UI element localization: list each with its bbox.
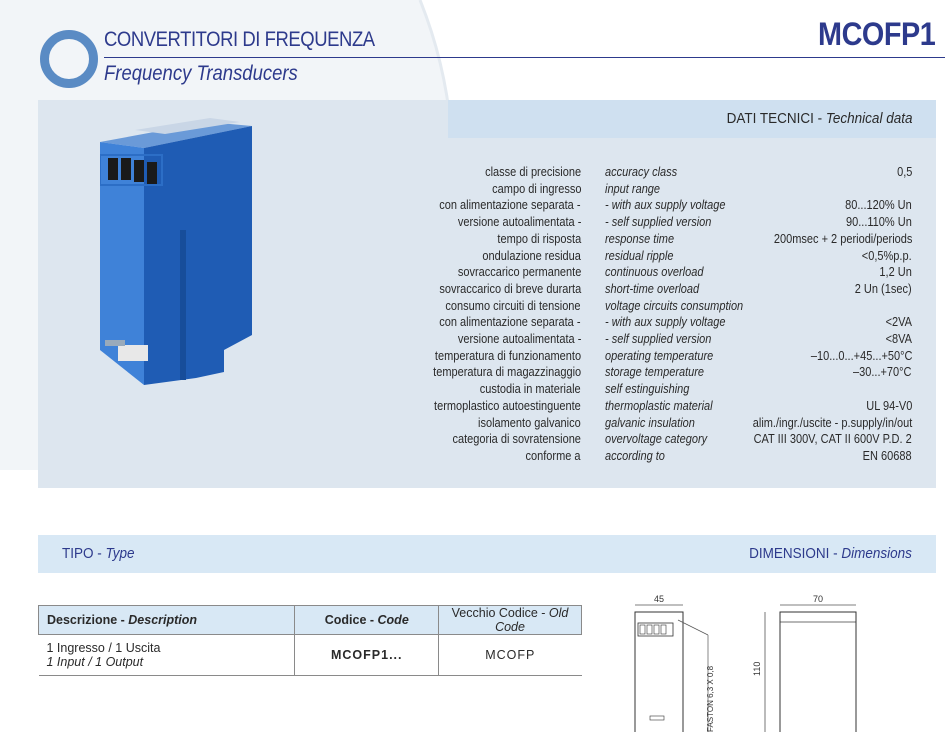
dimension-drawings (600, 590, 940, 732)
spec-label-en: - with aux supply voltage (605, 315, 726, 330)
spec-value: 90...110% Un (846, 215, 912, 230)
spec-value: UL 94-V0 (865, 398, 912, 413)
spec-label-it: campo di ingresso (491, 181, 581, 196)
spec-label-en: overvoltage category (605, 432, 708, 447)
spec-label-it: custodia in materiale (480, 382, 581, 397)
faston-label: FASTON 6,3 X 0,8 (706, 665, 715, 732)
column-code: Codice - Code (295, 606, 439, 635)
description-it: 1 Ingresso / 1 Uscita (46, 641, 161, 655)
spec-label-it: categoria di sovratensione (452, 432, 581, 447)
spec-label-en: - with aux supply voltage (605, 198, 726, 213)
spec-label-en: accuracy class (605, 165, 678, 179)
spec-row (0, 198, 945, 215)
spec-label-en: thermoplastic material (605, 398, 713, 413)
spec-label-it: sovraccarico permanente (457, 265, 581, 280)
spec-row (0, 332, 945, 349)
model-code: MCOFP1 (817, 16, 935, 52)
spec-value: 2 Un (1sec) (855, 281, 912, 296)
spec-row (0, 432, 945, 449)
spec-value: 1,2 Un (879, 265, 912, 280)
technical-data-heading: DATI TECNICI - Technical data (726, 110, 912, 127)
description-cell (39, 635, 295, 676)
type-table-header (39, 606, 582, 635)
spec-row (0, 165, 945, 182)
side-width-label: 70 (812, 594, 824, 604)
spec-label-en: - self supplied version (605, 215, 712, 230)
column-description: Descrizione - Description (39, 606, 295, 635)
spec-label-en: self estinguishing (605, 382, 690, 397)
spec-label-it: con alimentazione separata - (439, 198, 581, 213)
spec-label-en: storage temperature (605, 365, 705, 380)
spec-label-en: short-time overload (605, 281, 700, 296)
spec-row (0, 449, 945, 466)
spec-row (0, 365, 945, 382)
type-heading: TIPO - Type (62, 545, 135, 562)
spec-label-it: versione autoalimentata - (457, 332, 581, 346)
spec-label-en: according to (605, 448, 665, 463)
spec-value: 0,5 (896, 165, 912, 179)
spec-row (0, 399, 945, 416)
spec-value: 80...120% Un (845, 198, 912, 213)
spec-row (0, 299, 945, 316)
spec-value: <0,5%p.p. (862, 248, 912, 263)
type-table (38, 605, 582, 676)
spec-label-en: continuous overload (605, 265, 704, 280)
page-title-en: Frequency Transducers (104, 62, 298, 85)
spec-label-it: classe di precisione (484, 165, 581, 179)
spec-row (0, 349, 945, 366)
description-en: 1 Input / 1 Output (46, 655, 144, 669)
dimensions-heading: DIMENSIONI - Dimensions (749, 545, 912, 562)
spec-label-en: galvanic insulation (605, 415, 695, 430)
spec-label-it: tempo di risposta (497, 231, 581, 246)
spec-row (0, 416, 945, 433)
old-code-cell: MCOFP (439, 635, 582, 676)
spec-row (0, 182, 945, 199)
spec-label-it: temperatura di funzionamento (434, 348, 581, 363)
spec-value: –30...+70°C (853, 365, 912, 380)
spec-label-it: consumo circuiti di tensione (445, 298, 581, 313)
spec-label-it: isolamento galvanico (478, 415, 581, 430)
spec-label-it: ondulazione residua (482, 248, 581, 263)
spec-row (0, 249, 945, 266)
spec-label-it: versione autoalimentata - (457, 215, 581, 230)
page-title-it: CONVERTITORI DI FREQUENZA (104, 28, 375, 51)
spec-label-en: residual ripple (605, 248, 674, 263)
spec-label-en: response time (605, 231, 675, 246)
spec-label-en: voltage circuits consumption (605, 298, 744, 313)
spec-value: <8VA (885, 332, 912, 346)
side-view (780, 612, 856, 732)
spec-value: EN 60688 (863, 448, 912, 463)
spec-row (0, 215, 945, 232)
spec-value: alim./ingr./uscite - p.supply/in/out (752, 415, 912, 430)
spec-row (0, 315, 945, 332)
spec-value: <2VA (885, 315, 912, 330)
spec-label-it: temperatura di magazzinaggio (433, 365, 581, 380)
spec-value: CAT III 300V, CAT II 600V P.D. 2 (753, 432, 912, 447)
height-label: 110 (752, 661, 762, 676)
spec-row (0, 282, 945, 299)
code-cell: MCOFP1... (295, 635, 439, 676)
spec-label-it: conforme a (525, 448, 581, 463)
spec-label-it: termoplastico autoestinguente (434, 398, 581, 413)
brand-ring-logo (40, 30, 98, 88)
spec-label-en: input range (605, 181, 661, 196)
spec-value: –10...0...+45...+50°C (810, 348, 912, 363)
spec-label-it: con alimentazione separata - (439, 315, 581, 330)
table-row (39, 635, 582, 676)
spec-row (0, 382, 945, 399)
column-old-code: Vecchio Codice - Old Code (439, 606, 582, 635)
spec-row (0, 265, 945, 282)
header-rule (104, 57, 945, 58)
spec-label-en: - self supplied version (605, 332, 712, 346)
spec-row (0, 232, 945, 249)
front-width-label: 45 (653, 594, 665, 604)
spec-label-it: sovraccarico di breve durarta (439, 281, 581, 296)
spec-label-en: operating temperature (605, 348, 714, 363)
spec-value: 200msec + 2 periodi/periods (773, 231, 912, 246)
